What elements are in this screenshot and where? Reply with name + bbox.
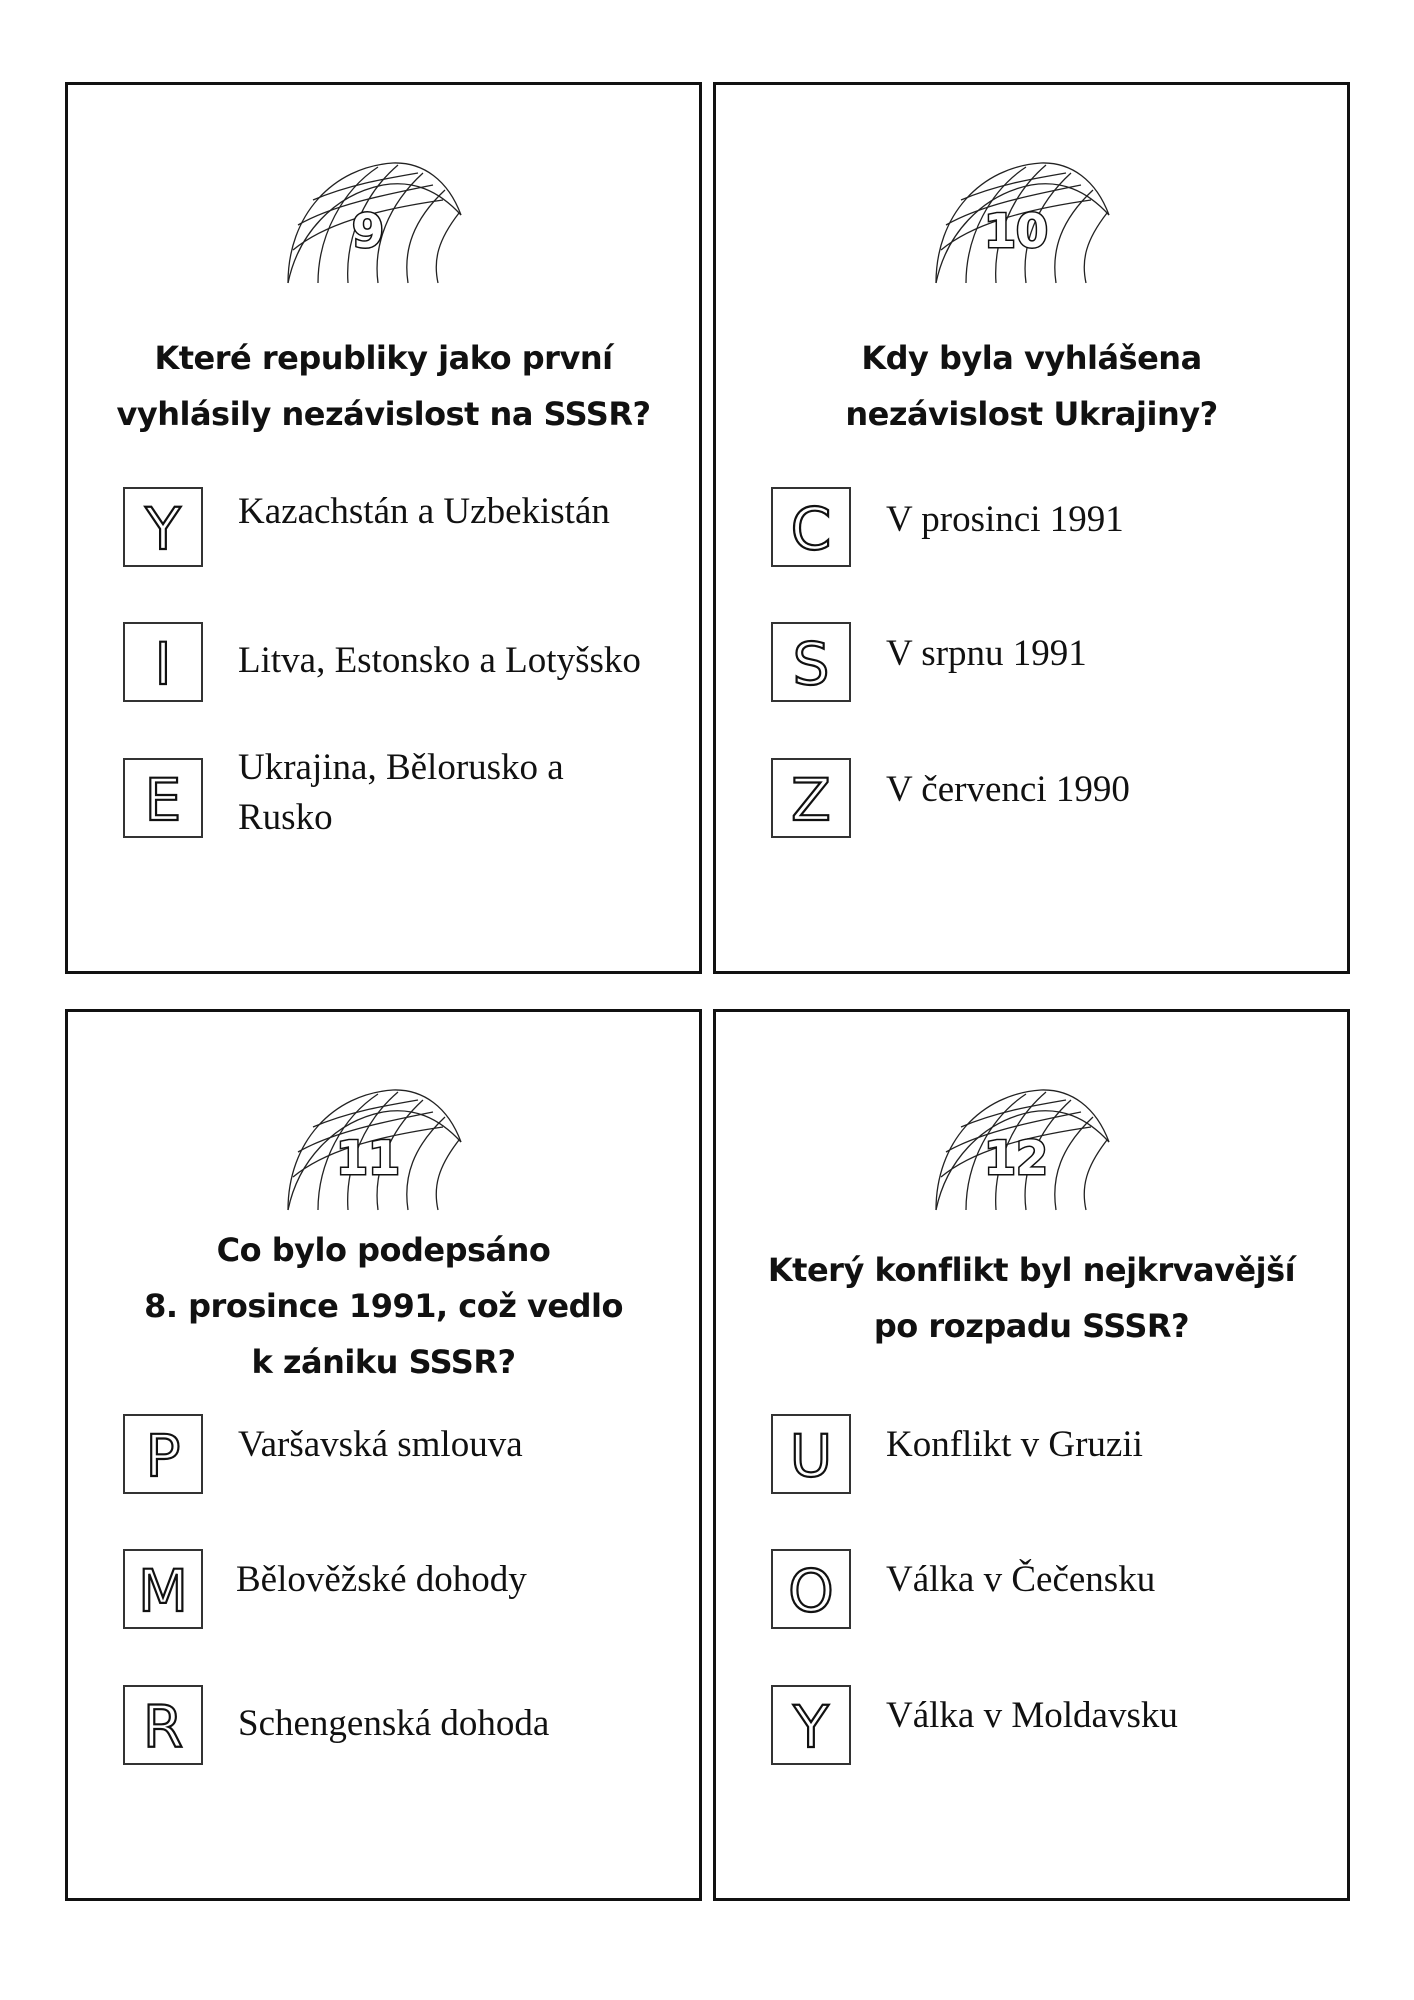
- question: [736, 1242, 1327, 1354]
- answer-option[interactable]: [123, 1549, 689, 1635]
- answer-letter: Y: [793, 1693, 829, 1761]
- answer-letter-box: [123, 622, 203, 702]
- globe-graphic: [273, 1082, 463, 1212]
- answer-text: Kazachstán a Uzbekistán: [238, 491, 610, 532]
- answer-text: Schengenská dohoda: [238, 1703, 550, 1744]
- answer-letter-box: [771, 622, 851, 702]
- answer-letter-box: [123, 1549, 203, 1629]
- question-line: Který konflikt byl nejkrvavější: [767, 1251, 1296, 1289]
- answer-letter-box: [771, 758, 851, 838]
- globe-icon: [921, 155, 1111, 285]
- answer-option[interactable]: [771, 1685, 1337, 1771]
- answer-option[interactable]: [123, 1685, 689, 1771]
- answer-letter: S: [792, 630, 830, 698]
- answer-letter-box: [123, 1685, 203, 1765]
- question: [88, 1222, 679, 1390]
- question-line: Co bylo podepsáno: [216, 1231, 551, 1269]
- card-number: 12: [983, 1131, 1049, 1185]
- answer-option[interactable]: [123, 747, 689, 844]
- card-number: 10: [983, 204, 1049, 258]
- answer-option[interactable]: [771, 1549, 1337, 1635]
- answer-text: Bělověžské dohody: [236, 1559, 527, 1600]
- answer-option[interactable]: [771, 758, 1337, 844]
- answer-text: V prosinci 1991: [886, 499, 1124, 540]
- answer-option[interactable]: [771, 1414, 1337, 1500]
- answer-text: Válka v Moldavsku: [886, 1695, 1178, 1736]
- question-line: po rozpadu SSSR?: [873, 1307, 1190, 1345]
- globe-graphic: [921, 155, 1111, 285]
- answer-letter: M: [137, 1557, 189, 1625]
- question: [736, 330, 1327, 442]
- question: [88, 330, 679, 442]
- answer-letter: Y: [145, 495, 181, 563]
- question-line: k zániku SSSR?: [251, 1343, 516, 1381]
- answer-letter-box: [123, 487, 203, 567]
- answer-letter: R: [142, 1693, 184, 1761]
- question-line: 8. prosince 1991, což vedlo: [144, 1287, 623, 1325]
- question-line: Kdy byla vyhlášena: [861, 339, 1202, 377]
- answer-text: Varšavská smlouva: [238, 1424, 523, 1465]
- question-line: vyhlásily nezávislost na SSSR?: [116, 395, 651, 433]
- question-line: Které republiky jako první: [154, 339, 613, 377]
- answer-text: Válka v Čečensku: [886, 1559, 1156, 1600]
- question-line: nezávislost Ukrajiny?: [845, 395, 1218, 433]
- globe-graphic: [921, 1082, 1111, 1212]
- card-number: 11: [335, 1131, 401, 1185]
- answer-letter: U: [789, 1422, 833, 1490]
- answer-letter-box: [771, 1685, 851, 1765]
- answer-text: V srpnu 1991: [886, 633, 1087, 674]
- globe-icon: [921, 1082, 1111, 1212]
- answer-letter-box: [123, 758, 203, 838]
- answer-letter-box: [771, 1414, 851, 1494]
- quiz-card-10: [713, 82, 1350, 974]
- answer-letter-box: [771, 1549, 851, 1629]
- answer-text: Ukrajina, Bělorusko a Rusko: [238, 747, 564, 838]
- answer-letter: C: [790, 495, 832, 563]
- answer-option[interactable]: [123, 1414, 689, 1500]
- answer-option[interactable]: [771, 487, 1337, 573]
- answer-letter: P: [145, 1422, 181, 1490]
- answer-text: Konflikt v Gruzii: [886, 1424, 1143, 1465]
- answer-letter: I: [154, 630, 172, 698]
- globe-icon: [273, 1082, 463, 1212]
- quiz-card-9: [65, 82, 702, 974]
- answer-letter: E: [144, 766, 182, 834]
- answer-letter: O: [788, 1557, 834, 1625]
- quiz-card-12: [713, 1009, 1350, 1901]
- answer-option[interactable]: [123, 622, 689, 708]
- card-number: 9: [351, 204, 385, 258]
- answer-option[interactable]: [771, 622, 1337, 708]
- answer-letter-box: [123, 1414, 203, 1494]
- globe-graphic: [273, 155, 463, 285]
- quiz-card-11: [65, 1009, 702, 1901]
- answer-option[interactable]: [123, 487, 689, 573]
- answer-letter: Z: [791, 766, 831, 834]
- answer-text: Litva, Estonsko a Lotyšsko: [238, 640, 641, 681]
- answer-letter-box: [771, 487, 851, 567]
- globe-icon: [273, 155, 463, 285]
- answer-text: V červenci 1990: [886, 769, 1130, 810]
